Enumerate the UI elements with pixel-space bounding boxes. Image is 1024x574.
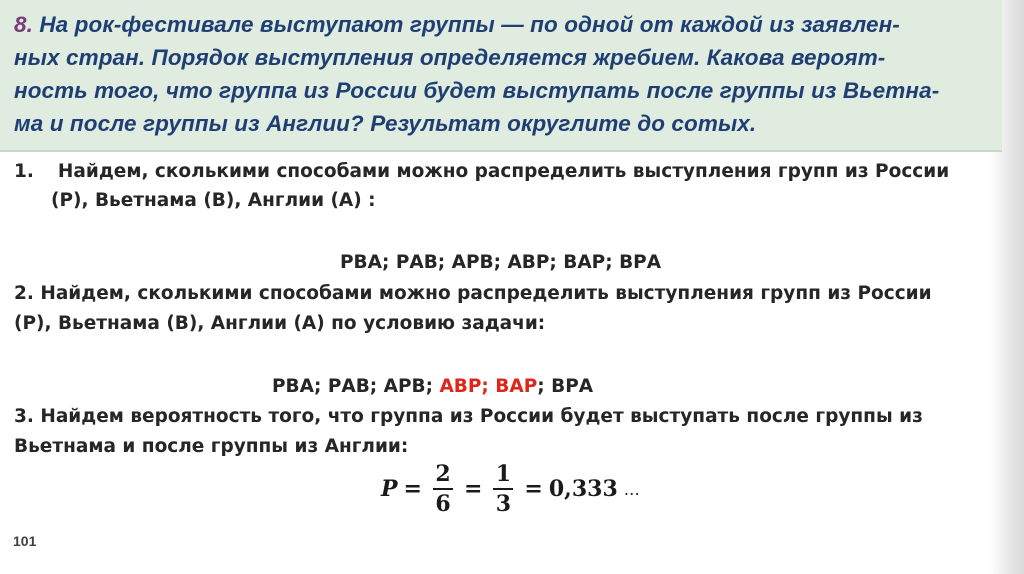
fraction-bar xyxy=(433,488,453,490)
step2-orders: РВА; РАВ; АРВ; АВР; ВАР; ВРА xyxy=(272,376,594,397)
formula-variable: P xyxy=(381,476,398,502)
step1-line-1: 1. Найдем, сколькими способами можно распределить выступления групп из России xyxy=(14,161,950,182)
step2-line-1: 2. Найдем, сколькими способами можно распределить выступления групп из России xyxy=(14,283,932,304)
problem-line-2: ных стран. Порядок выступления определяется жребием. Какова вероят- xyxy=(14,45,886,70)
page-number: 101 xyxy=(13,533,37,549)
probability-formula: P = $\frac{2}{6}$ = $\frac{1}{3}$ = 0,333 … xyxy=(381,461,640,517)
step3-line-1: 3. Найдем вероятность того, что группа из России будет выступать после группы из xyxy=(14,406,923,427)
step2-line-2: (Р), Вьетнама (В), Англии (А) по условию задачи: xyxy=(14,313,546,334)
problem-statement xyxy=(0,0,1002,152)
fraction-bar xyxy=(493,488,513,490)
step1-marker: 1. xyxy=(14,161,34,182)
highlighted-orders: АВР; ВАР xyxy=(439,376,538,397)
problem-number: 8. xyxy=(14,12,33,37)
problem-line-4: ма и после группы из Англии? Результат округлите до сотых. xyxy=(14,111,757,136)
step1-orders: РВА; РАВ; АРВ; АВР; ВАР; ВРА xyxy=(340,252,662,273)
step3-line-2: Вьетнама и после группы из Англии: xyxy=(14,436,409,457)
step1-line-2: (Р), Вьетнама (В), Англии (А) : xyxy=(51,190,376,211)
fraction-1-3: $\frac{1}{3}$ xyxy=(493,462,513,516)
formula-result: 0,333 xyxy=(548,476,618,502)
problem-line-3: ность того, что группа из России будет выступать после группы из Вьетна- xyxy=(14,78,940,103)
problem-line-1: 8. На рок-фестивале выступают группы — по одной от каждой из заявлен- xyxy=(14,12,900,37)
fraction-2-6: $\frac{2}{6}$ xyxy=(433,462,453,516)
